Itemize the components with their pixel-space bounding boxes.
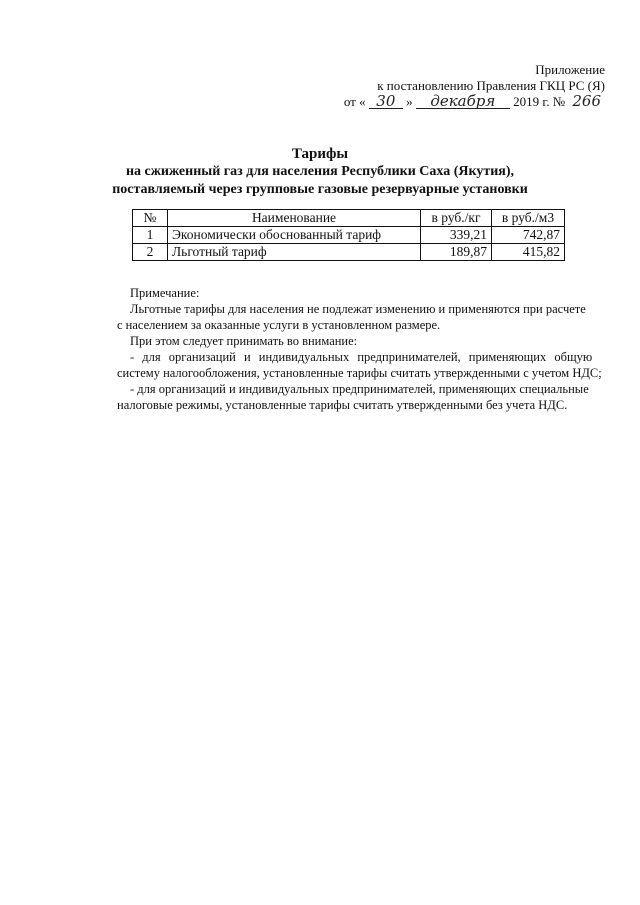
note-paragraph-2: При этом следует принимать во внимание: bbox=[130, 334, 358, 348]
note-paragraph-3-start: - для организаций и индивидуальных предпринимателей, применяющих общую bbox=[130, 350, 593, 364]
row-name: Льготный тариф bbox=[168, 244, 421, 261]
row-number: 1 bbox=[133, 227, 168, 244]
header-number: № bbox=[133, 210, 168, 227]
title-main: Тарифы bbox=[291, 146, 349, 162]
notes-section bbox=[117, 285, 602, 413]
note-paragraph-1-start: Льготные тарифы для населения не подлежат изменению и применяются при расчете bbox=[130, 302, 586, 316]
handwritten-month: декабря bbox=[416, 94, 510, 109]
table-row bbox=[133, 227, 565, 244]
handwritten-number: 266 bbox=[572, 92, 601, 110]
table-header-row bbox=[133, 210, 565, 227]
note-paragraph-1-end: с населением за оказанные услуги в установленном размере. bbox=[117, 318, 441, 332]
header-per-kg: в руб./кг bbox=[421, 210, 492, 227]
date-quote-close: » bbox=[406, 94, 413, 109]
resolution-date-line bbox=[344, 94, 605, 110]
row-price-kg: 189,87 bbox=[421, 244, 492, 261]
table-row bbox=[133, 244, 565, 261]
header-name: Наименование bbox=[168, 210, 421, 227]
resolution-reference: к постановлению Правления ГКЦ РС (Я) bbox=[377, 78, 605, 93]
attachment-header bbox=[344, 62, 605, 110]
title-line-3: поставляемый через групповые газовые резервуарные установки bbox=[112, 182, 528, 197]
date-prefix: от « bbox=[343, 94, 366, 109]
tariff-table bbox=[132, 209, 565, 261]
row-name: Экономически обоснованный тариф bbox=[168, 227, 421, 244]
year-text: 2019 г. № bbox=[513, 94, 566, 109]
row-price-kg: 339,21 bbox=[421, 227, 492, 244]
attachment-label: Приложение bbox=[535, 62, 605, 77]
document-title bbox=[100, 145, 540, 199]
title-line-2: на сжиженный газ для населения Республики Саха (Якутия), bbox=[125, 164, 515, 179]
note-paragraph-4-start: - для организаций и индивидуальных предпринимателей, применяющих специальные bbox=[130, 382, 589, 396]
notes-heading: Примечание: bbox=[130, 286, 200, 300]
handwritten-day: 30 bbox=[369, 94, 403, 109]
header-per-m3: в руб./м3 bbox=[492, 210, 565, 227]
note-paragraph-4-end: налоговые режимы, установленные тарифы считать утвержденными без учета НДС. bbox=[117, 398, 568, 412]
row-price-m3: 415,82 bbox=[492, 244, 565, 261]
note-paragraph-3-end: систему налогообложения, установленные тарифы считать утвержденными с учетом НДС; bbox=[117, 366, 602, 380]
row-number: 2 bbox=[133, 244, 168, 261]
row-price-m3: 742,87 bbox=[492, 227, 565, 244]
